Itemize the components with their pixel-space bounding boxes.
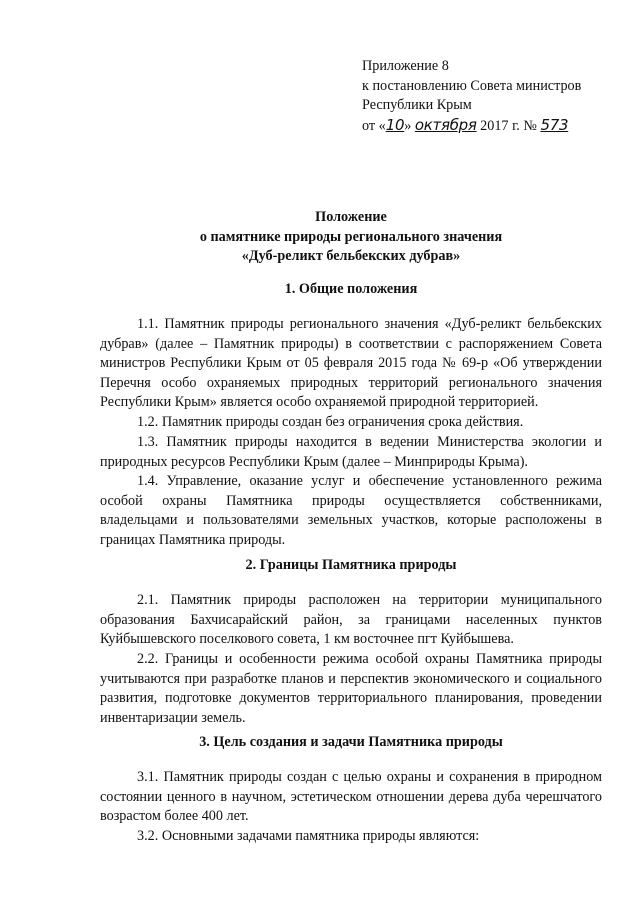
paragraph-1-1: 1.1. Памятник природы регионального значения «Дуб-реликт бельбекских дубрав» (далее – Памятник природы) в соответствии с распоряжением Совета министров Республики Крым от 05 февраля 2015 года № 69-р «Об утверждении Перечня особо охраняемых природных территорий регионального значения Республики Крым» является особо охраняемой природной территорией. bbox=[100, 316, 602, 410]
paragraph-2-1: 2.1. Памятник природы расположен на территории муниципального образования Бахчисарайский район, за границами населенных пунктов Куйбышевского поселкового совета, 1 км восточнее пгт Куйбышева. bbox=[100, 592, 602, 647]
appendix-republic: Республики Крым bbox=[362, 97, 472, 113]
title-line-3: «Дуб-реликт бельбекских дубрав» bbox=[241, 248, 461, 264]
appendix-resolution: к постановлению Совета министров bbox=[362, 77, 582, 94]
section-1-heading: 1. Общие положения bbox=[284, 281, 418, 297]
paragraph-1-3: 1.3. Памятник природы находится в ведении Министерства экологии и природных ресурсов Республики Крым (далее – Минприроды Крыма). bbox=[100, 434, 602, 470]
document-title bbox=[100, 208, 602, 267]
appendix-date-line bbox=[362, 116, 622, 137]
handwritten-number: 573 bbox=[540, 115, 569, 134]
appendix-header bbox=[362, 57, 622, 136]
handwritten-day: 10 bbox=[385, 115, 405, 134]
section-3-heading: 3. Цель создания и задачи Памятника природы bbox=[199, 734, 503, 750]
paragraph-1-2: 1.2. Памятник природы создан без ограничения срока действия. bbox=[137, 414, 524, 430]
appendix-number: Приложение 8 bbox=[362, 58, 449, 74]
date-separator: » bbox=[404, 117, 412, 134]
paragraph-3-1: 3.1. Памятник природы создан с целью охраны и сохранения в природном состоянии ценного в научном, эстетическом отношении дерева дуба черешчатого возрастом более 400 лет. bbox=[100, 769, 602, 824]
paragraph-1-4: 1.4. Управление, оказание услуг и обеспечение установленного режима особой охраны Памятника природы осуществляется собственниками, владельцами и пользователями земельных участков, которые расположены в границах Памятника природы. bbox=[100, 473, 602, 548]
paragraph-2-2: 2.2. Границы и особенности режима особой охраны Памятника природы учитываются при разработке планов и перспектив экономического и социального развития, подготовке документов территориального планирования, проведении инвентаризации земель. bbox=[100, 651, 602, 726]
title-line-2: о памятнике природы регионального значения bbox=[199, 228, 503, 245]
paragraph-3-2: 3.2. Основными задачами памятника природы являются: bbox=[137, 828, 480, 844]
date-prefix: от « bbox=[362, 117, 386, 134]
section-2-heading: 2. Границы Памятника природы bbox=[245, 557, 457, 573]
title-line-1: Положение bbox=[315, 209, 387, 225]
date-year: 2017 г. № bbox=[476, 117, 541, 134]
handwritten-month: октября bbox=[414, 115, 477, 134]
